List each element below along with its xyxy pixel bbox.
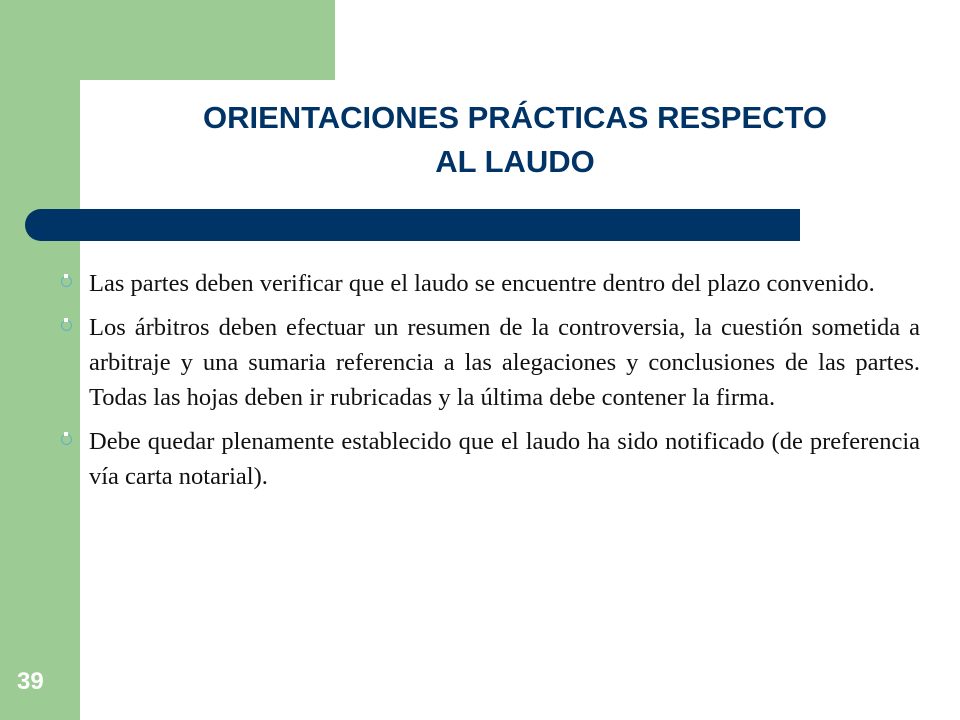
bullet-item bbox=[60, 310, 920, 415]
bullet-text: Debe quedar plenamente establecido que el laudo ha sido notificado (de preferencia vía carta notarial). bbox=[89, 428, 920, 490]
slide-title-line-1: ORIENTACIONES PRÁCTICAS RESPECTO bbox=[202, 100, 828, 135]
slide-title-line-2: AL LAUDO bbox=[435, 144, 595, 179]
hollow-circle-bullet-icon bbox=[61, 320, 72, 331]
hollow-circle-bullet-icon bbox=[61, 276, 72, 287]
page-number: 39 bbox=[17, 668, 44, 695]
bullet-item bbox=[60, 424, 920, 494]
bullet-item bbox=[60, 266, 920, 301]
bullet-text: Los árbitros deben efectuar un resumen de la controversia, la cuestión sometida a arbitraje y una sumaria referencia a las alegaciones y conclusiones de las partes. Todas las hojas deben ir rubricadas y la última debe contener la firma. bbox=[89, 314, 920, 411]
slide-title bbox=[100, 96, 930, 184]
title-underline-bar bbox=[25, 209, 800, 241]
bullet-text: Las partes deben verificar que el laudo se encuentre dentro del plazo convenido. bbox=[89, 270, 875, 297]
hollow-circle-bullet-icon bbox=[61, 434, 72, 445]
bullet-list bbox=[60, 266, 920, 503]
top-accent-block bbox=[80, 0, 335, 80]
